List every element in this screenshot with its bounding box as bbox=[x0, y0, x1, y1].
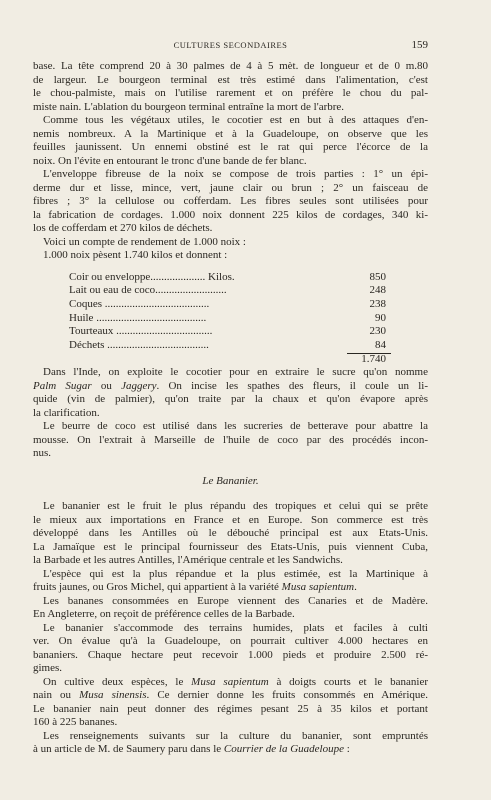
text-line: mousse. On l'extrait à Marseille de l'huile de coco par des procédés incon- bbox=[33, 433, 428, 446]
text-run: nain ou bbox=[33, 689, 80, 702]
table-row bbox=[33, 312, 428, 326]
text-line bbox=[33, 676, 428, 690]
running-title: CULTURES SECONDAIRES bbox=[173, 40, 288, 50]
row-label: Tourteaux ................................... bbox=[69, 325, 213, 338]
text-line: Dans l'Inde, on exploite le cocotier pour en extraire le sucre qu'on nomme bbox=[43, 366, 428, 379]
text-line: feuilles jaunissent. Un ennemi obstiné est le rat qui perce l'écorce de la bbox=[33, 141, 428, 153]
row-label: Coir ou enveloppe.................... Kilos. bbox=[69, 270, 235, 283]
italic-term: Jaggery bbox=[121, 379, 157, 392]
text-line: base. La tête comprend 20 à 30 palmes de 4 à 5 mèt. de longueur et de 0 m.80 bbox=[33, 60, 428, 72]
table-row bbox=[33, 339, 428, 353]
text-line: Le bananier nain peut donner des régimes pesant 25 à 35 kilos et portant bbox=[33, 702, 428, 715]
text-line bbox=[33, 380, 428, 394]
row-label: Coques ...................................... bbox=[69, 297, 210, 310]
page-header bbox=[33, 40, 428, 54]
row-value: 90 bbox=[375, 311, 386, 324]
row-value: 230 bbox=[369, 325, 386, 338]
text-line: miste nain. L'ablation du bourgeon terminal entraîne la mort de l'arbre. bbox=[33, 100, 345, 113]
text-line: los de cofferdam et 270 kilos de déchets. bbox=[33, 222, 213, 234]
text-run: . bbox=[354, 581, 357, 594]
text-line: fibres ; 3° la cellulose ou cofferdam. Les fibres seules sont utilisées pour bbox=[33, 195, 428, 207]
text-line: bananiers. Chaque hectare peut recevoir 1.000 pieds et produire 2.500 ré- bbox=[33, 648, 428, 661]
section-title: Le Bananier. bbox=[202, 474, 259, 487]
table-row bbox=[33, 284, 428, 298]
text-line: le mieux aux importations en France et en Europe. Son commerce est très bbox=[33, 513, 428, 526]
text-line: Voici un compte de rendement de 1.000 noix : bbox=[43, 235, 246, 248]
text-line: Le beurre de coco est utilisé dans les sucreries de betterave pour abattre la bbox=[43, 420, 428, 433]
text-line: nemis nombreux. A la Martinique et à la Guadeloupe, on observe que les bbox=[33, 127, 428, 140]
table-row bbox=[33, 271, 428, 285]
text-line: gimes. bbox=[33, 662, 63, 675]
text-line bbox=[33, 689, 428, 703]
text-run: On cultive deux espèces, le bbox=[43, 675, 192, 688]
text-line: Les renseignements suivants sur la culture du bananier, sont empruntés bbox=[43, 729, 428, 742]
italic-term: Palm Sugar bbox=[33, 379, 92, 392]
italic-term: Musa sapientum bbox=[281, 581, 355, 594]
text-run: . Ce dernier donne les fruits consommés en Amérique. bbox=[146, 689, 428, 702]
text-run: ou bbox=[91, 379, 122, 392]
text-line: développé dans les Antilles où le débouché principal est aux Etats-Unis. bbox=[33, 527, 428, 540]
text-line: La Jamaïque est le principal fournisseur des Etats-Unis, puis viennent Cuba, bbox=[33, 540, 428, 553]
text-line: Comme tous les végétaux utiles, le cocotier est en but à des attaques d'en- bbox=[43, 114, 428, 126]
text-line: 1.000 noix pèsent 1.740 kilos et donnent : bbox=[43, 249, 228, 261]
text-line: nus. bbox=[33, 447, 52, 460]
text-line: quide (vin de palmier), qu'on traite par la chaux et qu'on évapore après bbox=[33, 393, 428, 406]
italic-term: Courrier de la Guadeloupe bbox=[223, 743, 344, 756]
text-line bbox=[33, 581, 428, 595]
text-line: derme dur et lisse, mince, vert, jaune clair ou brun ; 2° un faisceau de bbox=[33, 181, 428, 194]
table-total: 1.740 bbox=[361, 352, 386, 365]
table-row bbox=[33, 325, 428, 339]
text-run: à doigts courts et le bananier bbox=[268, 675, 428, 688]
text-line: le chou-palmiste, mais on l'utilise rarement et on préfère le chou du pal- bbox=[33, 87, 428, 99]
page-number: 159 bbox=[411, 39, 428, 51]
text-line: la clarification. bbox=[33, 406, 100, 419]
text-run: . On incise les spathes des fleurs, il coule un li- bbox=[156, 379, 428, 392]
text-line: 160 à 225 bananes. bbox=[33, 716, 118, 729]
italic-term: Musa sapientum bbox=[191, 675, 269, 688]
text-line: Le bananier s'accommode des terrains humides, plats et faciles à culti bbox=[43, 621, 428, 634]
row-label: Déchets ..................................... bbox=[69, 338, 209, 351]
text-line: Le bananier est le fruit le plus répandu des tropiques et celui qui se prête bbox=[43, 500, 428, 513]
text-run: : bbox=[343, 743, 350, 756]
table-row bbox=[33, 298, 428, 312]
text-line: Les bananes consommées en Europe viennent des Canaries et de Madère. bbox=[43, 594, 428, 607]
row-value: 238 bbox=[369, 297, 386, 310]
text-line: la Barbade et les autres Antilles, l'Amérique centrale et les Sandwichs. bbox=[33, 554, 343, 567]
text-line: de largeur. Le bourgeon terminal est très estimé dans l'alimentation, c'est bbox=[33, 73, 428, 86]
text-line: L'enveloppe fibreuse de la noix se compose de trois parties : 1° un épi- bbox=[43, 168, 428, 180]
text-run: à un article de M. de Saumery paru dans le bbox=[33, 743, 224, 756]
row-label: Huile ........................................ bbox=[69, 311, 207, 324]
text-line: la fabrication de cordages. 1.000 noix donnent 225 kilos de cordages, 340 ki- bbox=[33, 208, 428, 221]
text-line: noix. On l'évite en entourant le tronc d'une bande de fer blanc. bbox=[33, 154, 307, 167]
row-value: 248 bbox=[369, 284, 386, 297]
text-line: L'espèce qui est la plus répandue et la plus estimée, est la Martinique à bbox=[43, 567, 428, 580]
table-total-row bbox=[33, 353, 428, 367]
row-value: 84 bbox=[375, 338, 386, 351]
text-run: fruits jaunes, ou Gros Michel, qui appartient à la variété bbox=[33, 581, 282, 594]
row-label: Lait ou eau de coco.......................... bbox=[69, 284, 227, 297]
row-value: 850 bbox=[369, 270, 386, 283]
page-body bbox=[33, 60, 428, 757]
text-line bbox=[33, 743, 428, 757]
text-line: ver. On évalue qu'à la Guadeloupe, on pourrait cultiver 4.000 hectares en bbox=[33, 635, 428, 648]
italic-term: Musa sinensis bbox=[79, 689, 147, 702]
yield-table bbox=[33, 271, 428, 367]
text-line: En Angleterre, on reçoit de préférence celles de la Barbade. bbox=[33, 608, 295, 621]
